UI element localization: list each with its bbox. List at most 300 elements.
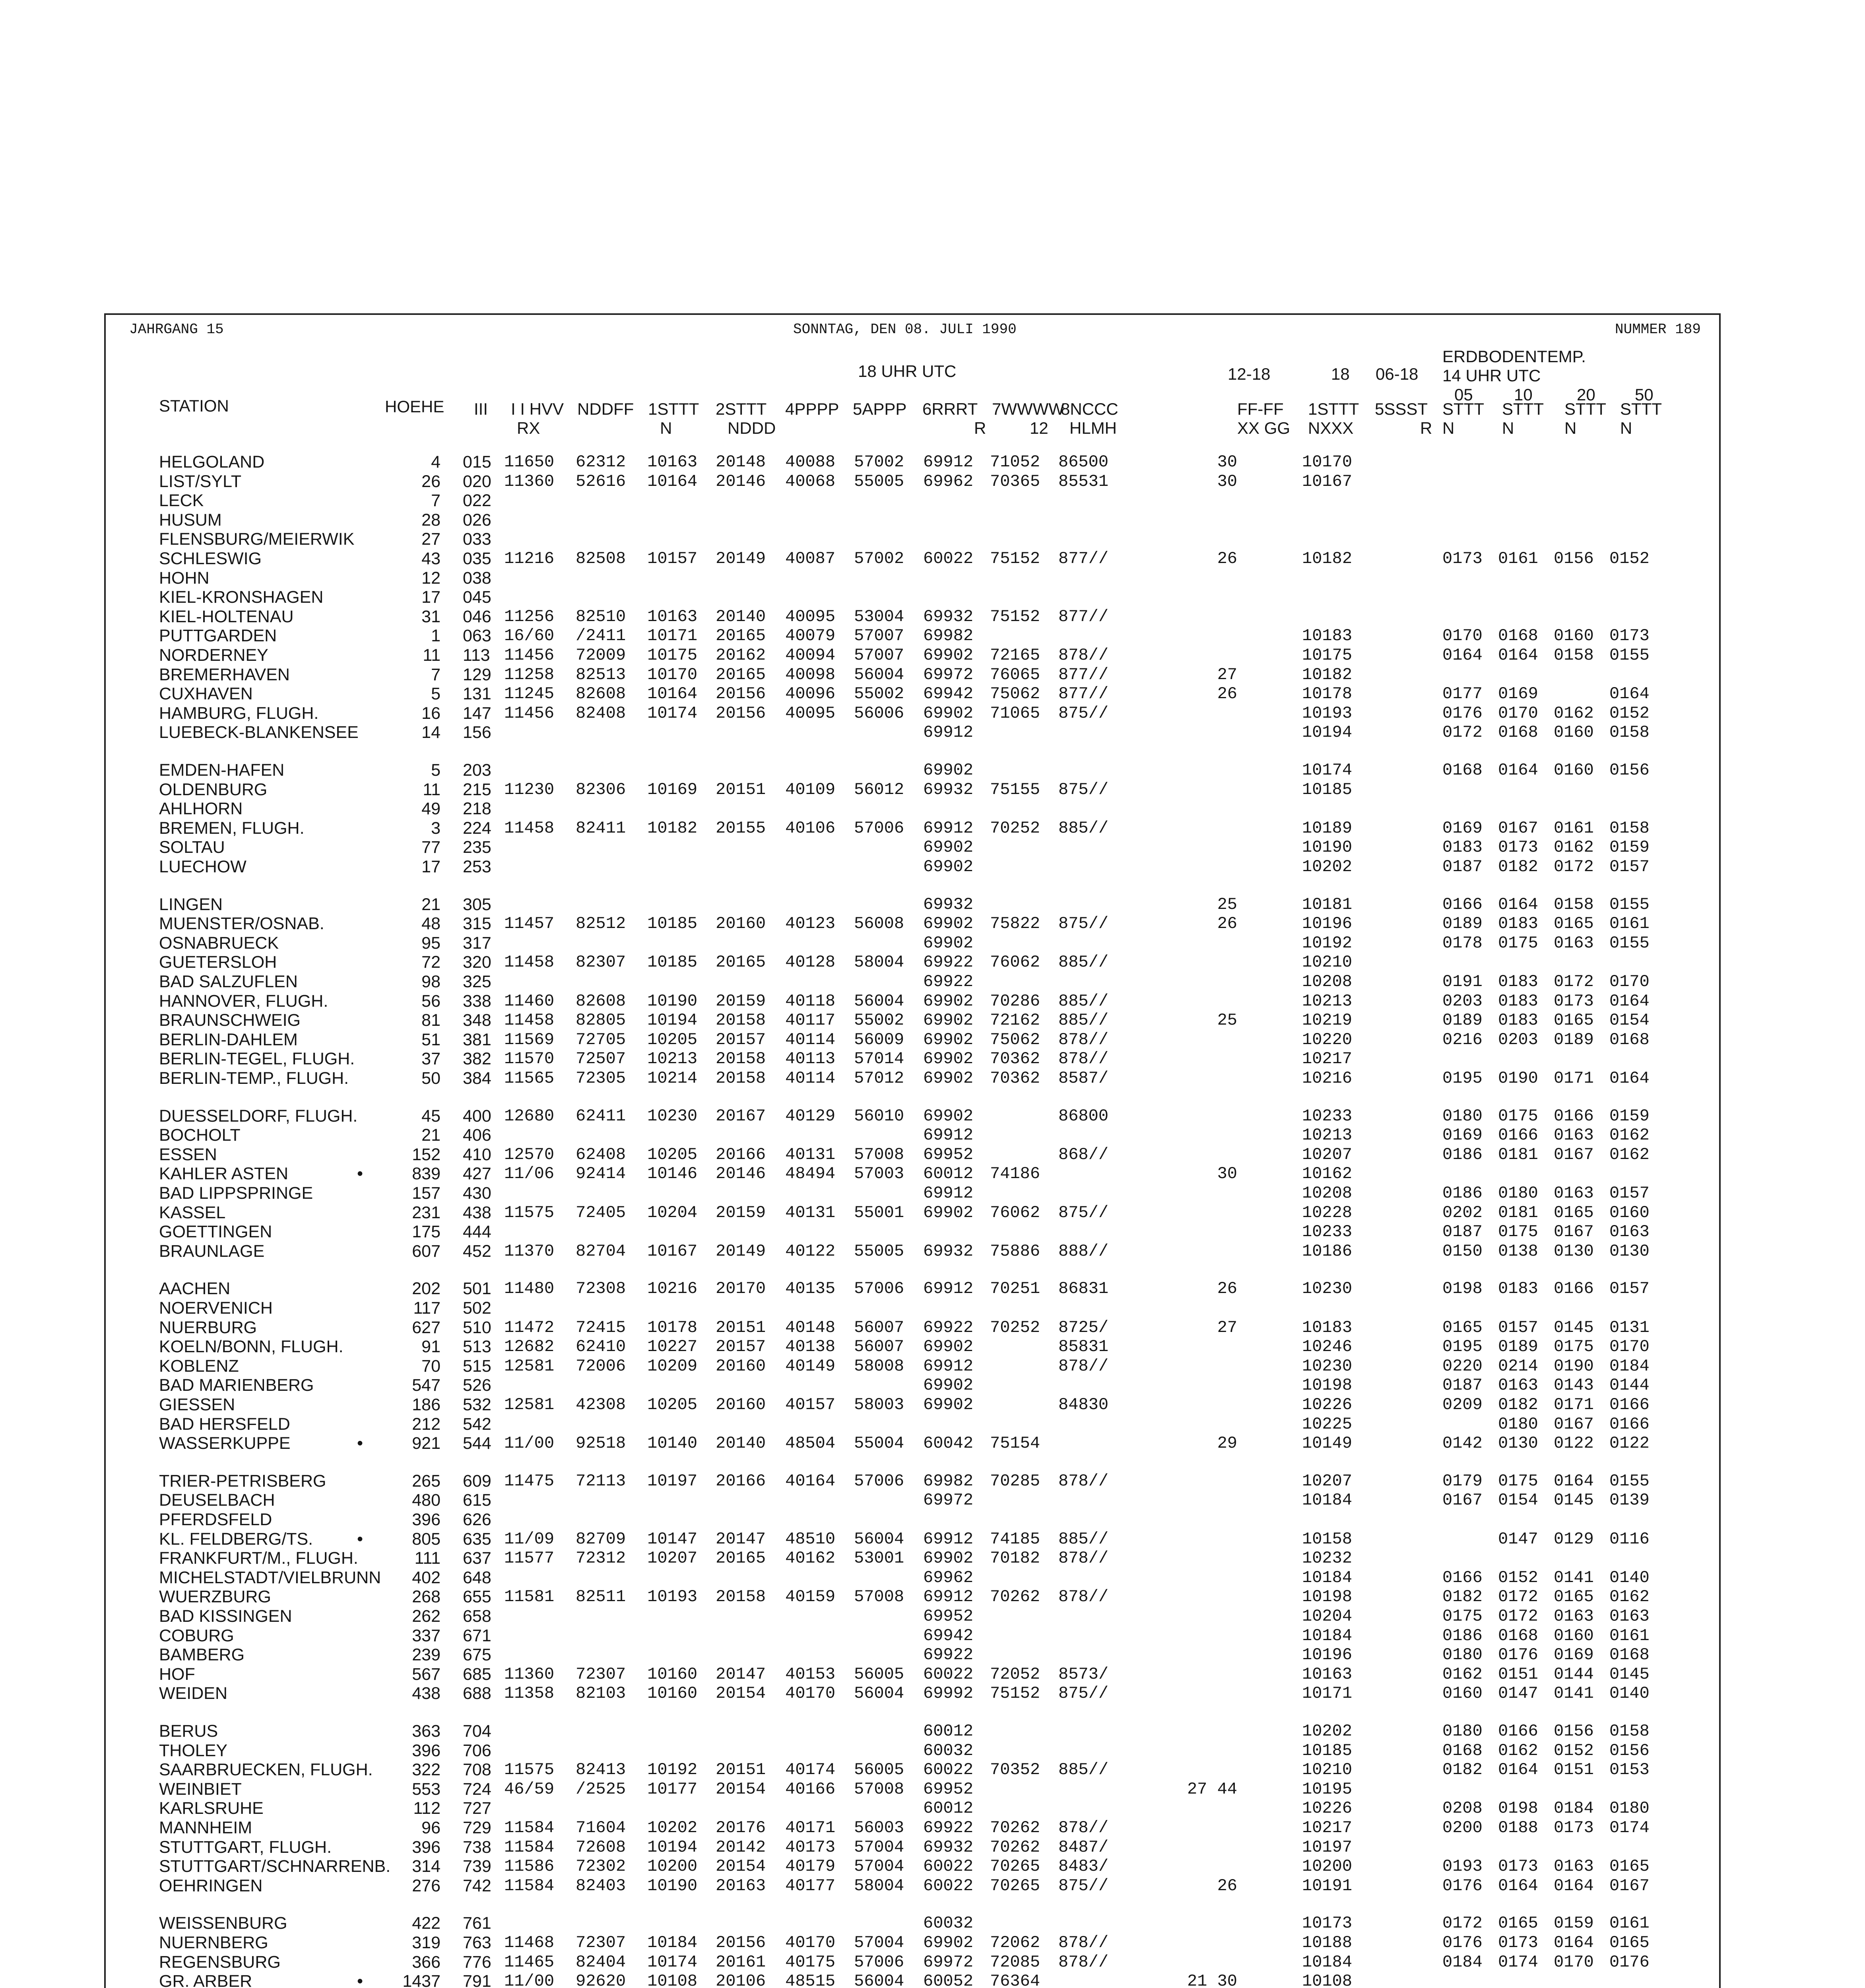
iihvv-cell: 11569 [504,1030,555,1049]
nddff-cell: 72608 [576,1837,626,1857]
iii-cell: 147 [463,703,491,723]
nddff-cell: /2525 [576,1779,626,1799]
8nccc-cell: 878// [1058,1471,1109,1491]
1sttt-cell: 10184 [647,1933,698,1952]
soil50-cell: 0157 [1609,1279,1650,1299]
volume-label: JAHRGANG 15 [129,321,224,338]
2sttt-cell: 20106 [716,1972,766,1988]
iii-cell: 253 [463,857,491,876]
mountain-station-marker: • [357,1434,363,1453]
5appp-cell: 57006 [854,1952,904,1972]
soil50-cell: 0140 [1609,1684,1650,1703]
iii-cell: 156 [463,723,491,742]
soil10-cell: 0172 [1498,1587,1538,1607]
iihvv-cell: 11565 [504,1069,555,1088]
soil50-cell: 0165 [1609,1857,1650,1876]
soil50-cell: 0162 [1609,1126,1650,1145]
4pppp-cell: 40148 [785,1318,836,1337]
nddff-cell: 62411 [576,1106,626,1126]
2sttt-cell: 20165 [716,1549,766,1568]
iihvv-cell: 11256 [504,607,555,626]
iihvv-cell: 11/06 [504,1164,555,1184]
iii-cell: 384 [463,1069,491,1088]
iii-cell: 635 [463,1529,491,1549]
soil20-cell: 0163 [1554,1126,1594,1145]
hoehe-cell: 1 [431,626,441,646]
1sttt18-cell: 10195 [1302,1779,1353,1799]
soil50-cell: 0152 [1609,703,1650,723]
1sttt18-cell: 10225 [1302,1414,1353,1434]
hoehe-cell: 31 [421,607,441,626]
4pppp-cell: 40117 [785,1011,836,1030]
2sttt-cell: 20146 [716,472,766,491]
hoehe-cell: 7 [431,665,441,684]
soil05-cell: 0162 [1442,1664,1483,1684]
station-name: OEHRINGEN [159,1876,263,1895]
7wwww-cell: 70362 [990,1069,1040,1088]
soil50-cell: 0170 [1609,1337,1650,1357]
nddff-cell: 72307 [576,1664,626,1684]
ff-cell: 26 [1217,1876,1237,1895]
8nccc-cell: 885// [1058,818,1109,838]
nddff-cell: 82306 [576,780,626,799]
station-name: BAD HERSFELD [159,1414,290,1434]
station-name: LUECHOW [159,857,246,876]
soil50-cell: 0155 [1609,933,1650,953]
col-iii: III [474,400,488,418]
soil50-cell: 0176 [1609,1952,1650,1972]
5appp-cell: 57004 [854,1857,904,1876]
7wwww-cell: 72052 [990,1664,1040,1684]
iihvv-cell: 11584 [504,1876,555,1895]
soil50-cell: 0162 [1609,1587,1650,1607]
station-name: BOCHOLT [159,1126,241,1145]
nddff-cell: 82608 [576,991,626,1011]
iii-cell: 035 [463,549,491,568]
station-name: GR. ARBER [159,1972,252,1988]
6rrrt-cell: 60012 [923,1799,974,1818]
8nccc-cell: 885// [1058,1529,1109,1549]
iii-cell: 218 [463,799,491,819]
hoehe-cell: 175 [412,1222,441,1242]
iii-cell: 381 [463,1030,491,1049]
4pppp-cell: 40109 [785,780,836,799]
soil50-cell: 0157 [1609,1184,1650,1203]
soil20-cell: 0175 [1554,1337,1594,1357]
station-name: MICHELSTADT/VIELBRUNN [159,1568,381,1587]
2sttt-cell: 20157 [716,1030,766,1049]
1sttt-cell: 10164 [647,684,698,704]
nddff-cell: 71604 [576,1818,626,1837]
2sttt-cell: 20155 [716,818,766,838]
5appp-cell: 58003 [854,1395,904,1414]
col-soil-50-sub: N [1620,419,1632,437]
2sttt-cell: 20142 [716,1837,766,1857]
1sttt-cell: 10205 [647,1030,698,1049]
1sttt18-cell: 10181 [1302,895,1353,914]
hoehe-cell: 157 [412,1184,441,1203]
soil50-cell: 0159 [1609,838,1650,857]
1sttt18-cell: 10226 [1302,1799,1353,1818]
1sttt-cell: 10175 [647,646,698,665]
5appp-cell: 56003 [854,1818,904,1837]
1sttt18-cell: 10226 [1302,1395,1353,1414]
5appp-cell: 56004 [854,1972,904,1988]
soil50-cell: 0145 [1609,1664,1650,1684]
soil20-cell: 0162 [1554,703,1594,723]
soil05-cell: 0202 [1442,1203,1483,1222]
hoehe-cell: 231 [412,1203,441,1222]
soil20-cell: 0173 [1554,991,1594,1011]
station-name: BERLIN-TEMP., FLUGH. [159,1069,349,1088]
8nccc-cell: 875// [1058,914,1109,934]
8nccc-cell: 875// [1058,1684,1109,1703]
station-name: LUEBECK-BLANKENSEE [159,723,359,742]
col-soil-10: STTT [1502,400,1544,418]
ff-cell: 25 [1217,895,1237,914]
8nccc-cell: 885// [1058,953,1109,972]
8nccc-cell: 875// [1058,780,1109,799]
soil10-cell: 0198 [1498,1799,1538,1818]
6rrrt-cell: 60032 [923,1741,974,1760]
1sttt18-cell: 10246 [1302,1337,1353,1357]
soil05-cell: 0183 [1442,838,1483,857]
iii-cell: 022 [463,491,491,511]
soil05-cell: 0166 [1442,895,1483,914]
6rrrt-cell: 69932 [923,1837,974,1857]
iihvv-cell: 11465 [504,1952,555,1972]
soil50-cell: 0153 [1609,1760,1650,1780]
soil10-cell: 0188 [1498,1818,1538,1837]
1sttt18-cell: 10173 [1302,1914,1353,1933]
iihvv-cell: 11216 [504,549,555,568]
col-soil-05-sub: N [1442,419,1455,437]
2sttt-cell: 20159 [716,991,766,1011]
soil50-cell: 0131 [1609,1318,1650,1337]
7wwww-cell: 75152 [990,607,1040,626]
1sttt-cell: 10177 [647,1779,698,1799]
2sttt-cell: 20151 [716,780,766,799]
1sttt-cell: 10193 [647,1587,698,1607]
soil20-cell: 0141 [1554,1684,1594,1703]
soil20-cell: 0189 [1554,1030,1594,1049]
2sttt-cell: 20149 [716,1241,766,1261]
6rrrt-cell: 69902 [923,1395,974,1414]
station-name: CUXHAVEN [159,684,253,704]
mountain-station-marker: • [357,1529,363,1549]
station-name: OLDENBURG [159,780,268,799]
soil05-cell: 0168 [1442,761,1483,780]
iii-cell: 438 [463,1203,491,1222]
1sttt-cell: 10227 [647,1337,698,1357]
soil05-cell: 0195 [1442,1337,1483,1357]
soil10-cell: 0169 [1498,684,1538,704]
iii-cell: 113 [463,646,490,665]
iii-cell: 655 [463,1587,491,1607]
6rrrt-cell: 69902 [923,838,974,857]
nddff-cell: 72006 [576,1356,626,1376]
4pppp-cell: 40122 [785,1241,836,1261]
6rrrt-cell: 69952 [923,1607,974,1626]
soil20-cell: 0141 [1554,1568,1594,1587]
8nccc-cell: 8587/ [1058,1069,1109,1088]
1sttt-cell: 10200 [647,1857,698,1876]
5appp-cell: 58008 [854,1356,904,1376]
iii-cell: 738 [463,1837,491,1857]
hoehe-cell: 12 [421,568,441,588]
1sttt18-cell: 10230 [1302,1279,1353,1299]
hoehe-cell: 805 [412,1529,441,1549]
station-name: PUTTGARDEN [159,626,277,646]
6rrrt-cell: 69912 [923,1356,974,1376]
8nccc-cell: 8483/ [1058,1857,1109,1876]
1sttt18-cell: 10210 [1302,953,1353,972]
soil50-cell: 0161 [1609,914,1650,934]
soil10-cell: 0175 [1498,1222,1538,1242]
8nccc-cell: 878// [1058,1952,1109,1972]
ff-cell: 21 30 [1187,1972,1237,1988]
4pppp-cell: 40179 [785,1857,836,1876]
soil10-cell: 0147 [1498,1529,1538,1549]
6rrrt-cell: 69902 [923,1106,974,1126]
soil10-cell: 0138 [1498,1241,1538,1261]
iii-cell: 026 [463,510,491,530]
5appp-cell: 57008 [854,1587,904,1607]
soil05-cell: 0186 [1442,1184,1483,1203]
iii-cell: 515 [463,1356,491,1376]
7wwww-cell: 70286 [990,991,1040,1011]
iii-cell: 305 [463,895,491,914]
hoehe-cell: 627 [412,1318,441,1337]
soil20-cell: 0151 [1554,1760,1594,1780]
soil10-cell: 0168 [1498,723,1538,742]
station-name: FLENSBURG/MEIERWIK [159,530,355,549]
station-name: AHLHORN [159,799,243,819]
2sttt-cell: 20158 [716,1049,766,1069]
soil05-cell: 0198 [1442,1279,1483,1299]
col-2sttt-sub: NDDD [728,419,776,437]
soil50-cell: 0157 [1609,857,1650,876]
1sttt-cell: 10169 [647,780,698,799]
soil50-cell: 0164 [1609,684,1650,704]
iii-cell: 708 [463,1760,491,1780]
station-name: WASSERKUPPE [159,1434,291,1453]
soil50-cell: 0164 [1609,1069,1650,1088]
1sttt-cell: 10185 [647,953,698,972]
7wwww-cell: 70252 [990,1318,1040,1337]
nddff-cell: 72415 [576,1318,626,1337]
1sttt-cell: 10147 [647,1529,698,1549]
soil50-cell: 0122 [1609,1434,1650,1453]
8nccc-cell: 878// [1058,646,1109,665]
col-12-18: 12-18 [1228,365,1271,383]
station-name: WEINBIET [159,1779,242,1799]
soil05-cell: 0179 [1442,1471,1483,1491]
5appp-cell: 57003 [854,1164,904,1184]
hoehe-cell: 14 [421,723,441,742]
iii-cell: 320 [463,953,491,972]
1sttt18-cell: 10178 [1302,684,1353,704]
2sttt-cell: 20157 [716,1337,766,1357]
iii-cell: 020 [463,472,491,491]
group-18-utc: 18 UHR UTC [858,362,957,381]
soil50-cell: 0165 [1609,1933,1650,1952]
soil10-cell: 0181 [1498,1203,1538,1222]
hoehe-cell: 3 [431,818,441,838]
soil05-cell: 0189 [1442,1011,1483,1030]
nddff-cell: 72305 [576,1069,626,1088]
iihvv-cell: 11360 [504,472,555,491]
station-name: LIST/SYLT [159,472,242,491]
ff-cell: 30 [1217,452,1237,472]
8nccc-cell: 877// [1058,549,1109,568]
6rrrt-cell: 69912 [923,1279,974,1299]
col-ff: FF-FF [1237,400,1284,418]
2sttt-cell: 20151 [716,1760,766,1780]
8nccc-cell: 878// [1058,1587,1109,1607]
soil05-cell: 0187 [1442,1376,1483,1395]
iihvv-cell: 11586 [504,1857,555,1876]
ff-cell: 27 44 [1187,1779,1237,1799]
hoehe-cell: 21 [421,1126,441,1145]
2sttt-cell: 20151 [716,1318,766,1337]
col-station: STATION [159,396,229,415]
col-06-18: 06-18 [1376,365,1419,383]
1sttt18-cell: 10171 [1302,1684,1353,1703]
iii-cell: 038 [463,568,491,588]
soil50-cell: 0140 [1609,1568,1650,1587]
soil50-cell: 0144 [1609,1376,1650,1395]
2sttt-cell: 20160 [716,1395,766,1414]
1sttt18-cell: 10217 [1302,1818,1353,1837]
8nccc-cell: 868// [1058,1145,1109,1164]
soil10-cell: 0180 [1498,1184,1538,1203]
8nccc-cell: 878// [1058,1049,1109,1069]
nddff-cell: 72405 [576,1203,626,1222]
ff-cell: 26 [1217,1279,1237,1299]
1sttt-cell: 10160 [647,1664,698,1684]
hoehe-cell: 265 [412,1471,441,1491]
iii-cell: 338 [463,991,491,1011]
col-6rrrt-sub: R [974,419,986,437]
1sttt-cell: 10174 [647,1952,698,1972]
station-name: TRIER-PETRISBERG [159,1471,326,1491]
7wwww-cell: 75062 [990,684,1040,704]
iii-cell: 526 [463,1376,491,1395]
soil05-cell: 0173 [1442,549,1483,568]
col-hoehe: HOEHE [385,397,444,416]
iii-cell: 203 [463,761,491,780]
soil20-cell: 0145 [1554,1318,1594,1337]
soil20-cell: 0171 [1554,1069,1594,1088]
soil20-cell: 0163 [1554,933,1594,953]
col-5ssst: 5SSST [1375,400,1428,418]
soil10-cell: 0151 [1498,1664,1538,1684]
station-name: KOBLENZ [159,1356,239,1376]
soil10-cell: 0167 [1498,818,1538,838]
col-soil-10-sub: N [1502,419,1514,437]
1sttt-cell: 10216 [647,1279,698,1299]
iihvv-cell: 11650 [504,452,555,472]
4pppp-cell: 40068 [785,472,836,491]
2sttt-cell: 20156 [716,703,766,723]
soil10-cell: 0168 [1498,1626,1538,1645]
7wwww-cell: 72085 [990,1952,1040,1972]
soil10-cell: 0130 [1498,1434,1538,1453]
soil05-cell: 0177 [1442,684,1483,704]
soil05-cell: 0193 [1442,1857,1483,1876]
5appp-cell: 57002 [854,452,904,472]
4pppp-cell: 40131 [785,1145,836,1164]
7wwww-cell: 75152 [990,549,1040,568]
soil20-cell: 0167 [1554,1145,1594,1164]
2sttt-cell: 20158 [716,1069,766,1088]
soil50-cell: 0158 [1609,1722,1650,1741]
iihvv-cell: 11456 [504,646,555,665]
ff-cell: 26 [1217,914,1237,934]
2sttt-cell: 20166 [716,1471,766,1491]
iihvv-cell: 11581 [504,1587,555,1607]
iihvv-cell: 11258 [504,665,555,684]
6rrrt-cell: 60032 [923,1914,974,1933]
4pppp-cell: 40166 [785,1779,836,1799]
soil10-cell: 0180 [1498,1414,1538,1434]
7wwww-cell: 70365 [990,472,1040,491]
soil10-cell: 0164 [1498,1760,1538,1780]
soil50-cell: 0173 [1609,626,1650,646]
hoehe-cell: 396 [412,1837,441,1857]
station-name: BREMEN, FLUGH. [159,818,305,838]
soil10-cell: 0183 [1498,914,1538,934]
5appp-cell: 55004 [854,1434,904,1453]
soil05-cell: 0191 [1442,972,1483,991]
soil05-cell: 0169 [1442,818,1483,838]
station-name: LINGEN [159,895,223,914]
iii-cell: 532 [463,1395,491,1414]
8nccc-cell: 86831 [1058,1279,1109,1299]
iii-cell: 609 [463,1471,491,1491]
6rrrt-cell: 60022 [923,1876,974,1895]
station-name: KARLSRUHE [159,1799,264,1818]
hoehe-cell: 186 [412,1395,441,1414]
1sttt18-cell: 10149 [1302,1434,1353,1453]
hoehe-cell: 547 [412,1376,441,1395]
6rrrt-cell: 69922 [923,1318,974,1337]
col-soil-20-sub: N [1564,419,1577,437]
soil20-cell: 0145 [1554,1491,1594,1510]
1sttt18-cell: 10202 [1302,857,1353,876]
col-1sttt-18: 1STTT [1308,400,1359,418]
4pppp-cell: 40177 [785,1876,836,1895]
iihvv-cell: 11460 [504,991,555,1011]
1sttt18-cell: 10204 [1302,1607,1353,1626]
7wwww-cell: 75152 [990,1684,1040,1703]
4pppp-cell: 40113 [785,1049,836,1069]
8nccc-cell: 885// [1058,1011,1109,1030]
soil10-cell: 0154 [1498,1491,1538,1510]
1sttt18-cell: 10198 [1302,1587,1353,1607]
4pppp-cell: 40079 [785,626,836,646]
hoehe-cell: 319 [412,1933,441,1952]
6rrrt-cell: 69942 [923,684,974,704]
soil10-cell: 0152 [1498,1568,1538,1587]
6rrrt-cell: 69932 [923,607,974,626]
6rrrt-cell: 69932 [923,780,974,799]
1sttt18-cell: 10193 [1302,703,1353,723]
hoehe-cell: 262 [412,1607,441,1626]
station-name: FRANKFURT/M., FLUGH. [159,1549,358,1568]
iii-cell: 742 [463,1876,491,1895]
